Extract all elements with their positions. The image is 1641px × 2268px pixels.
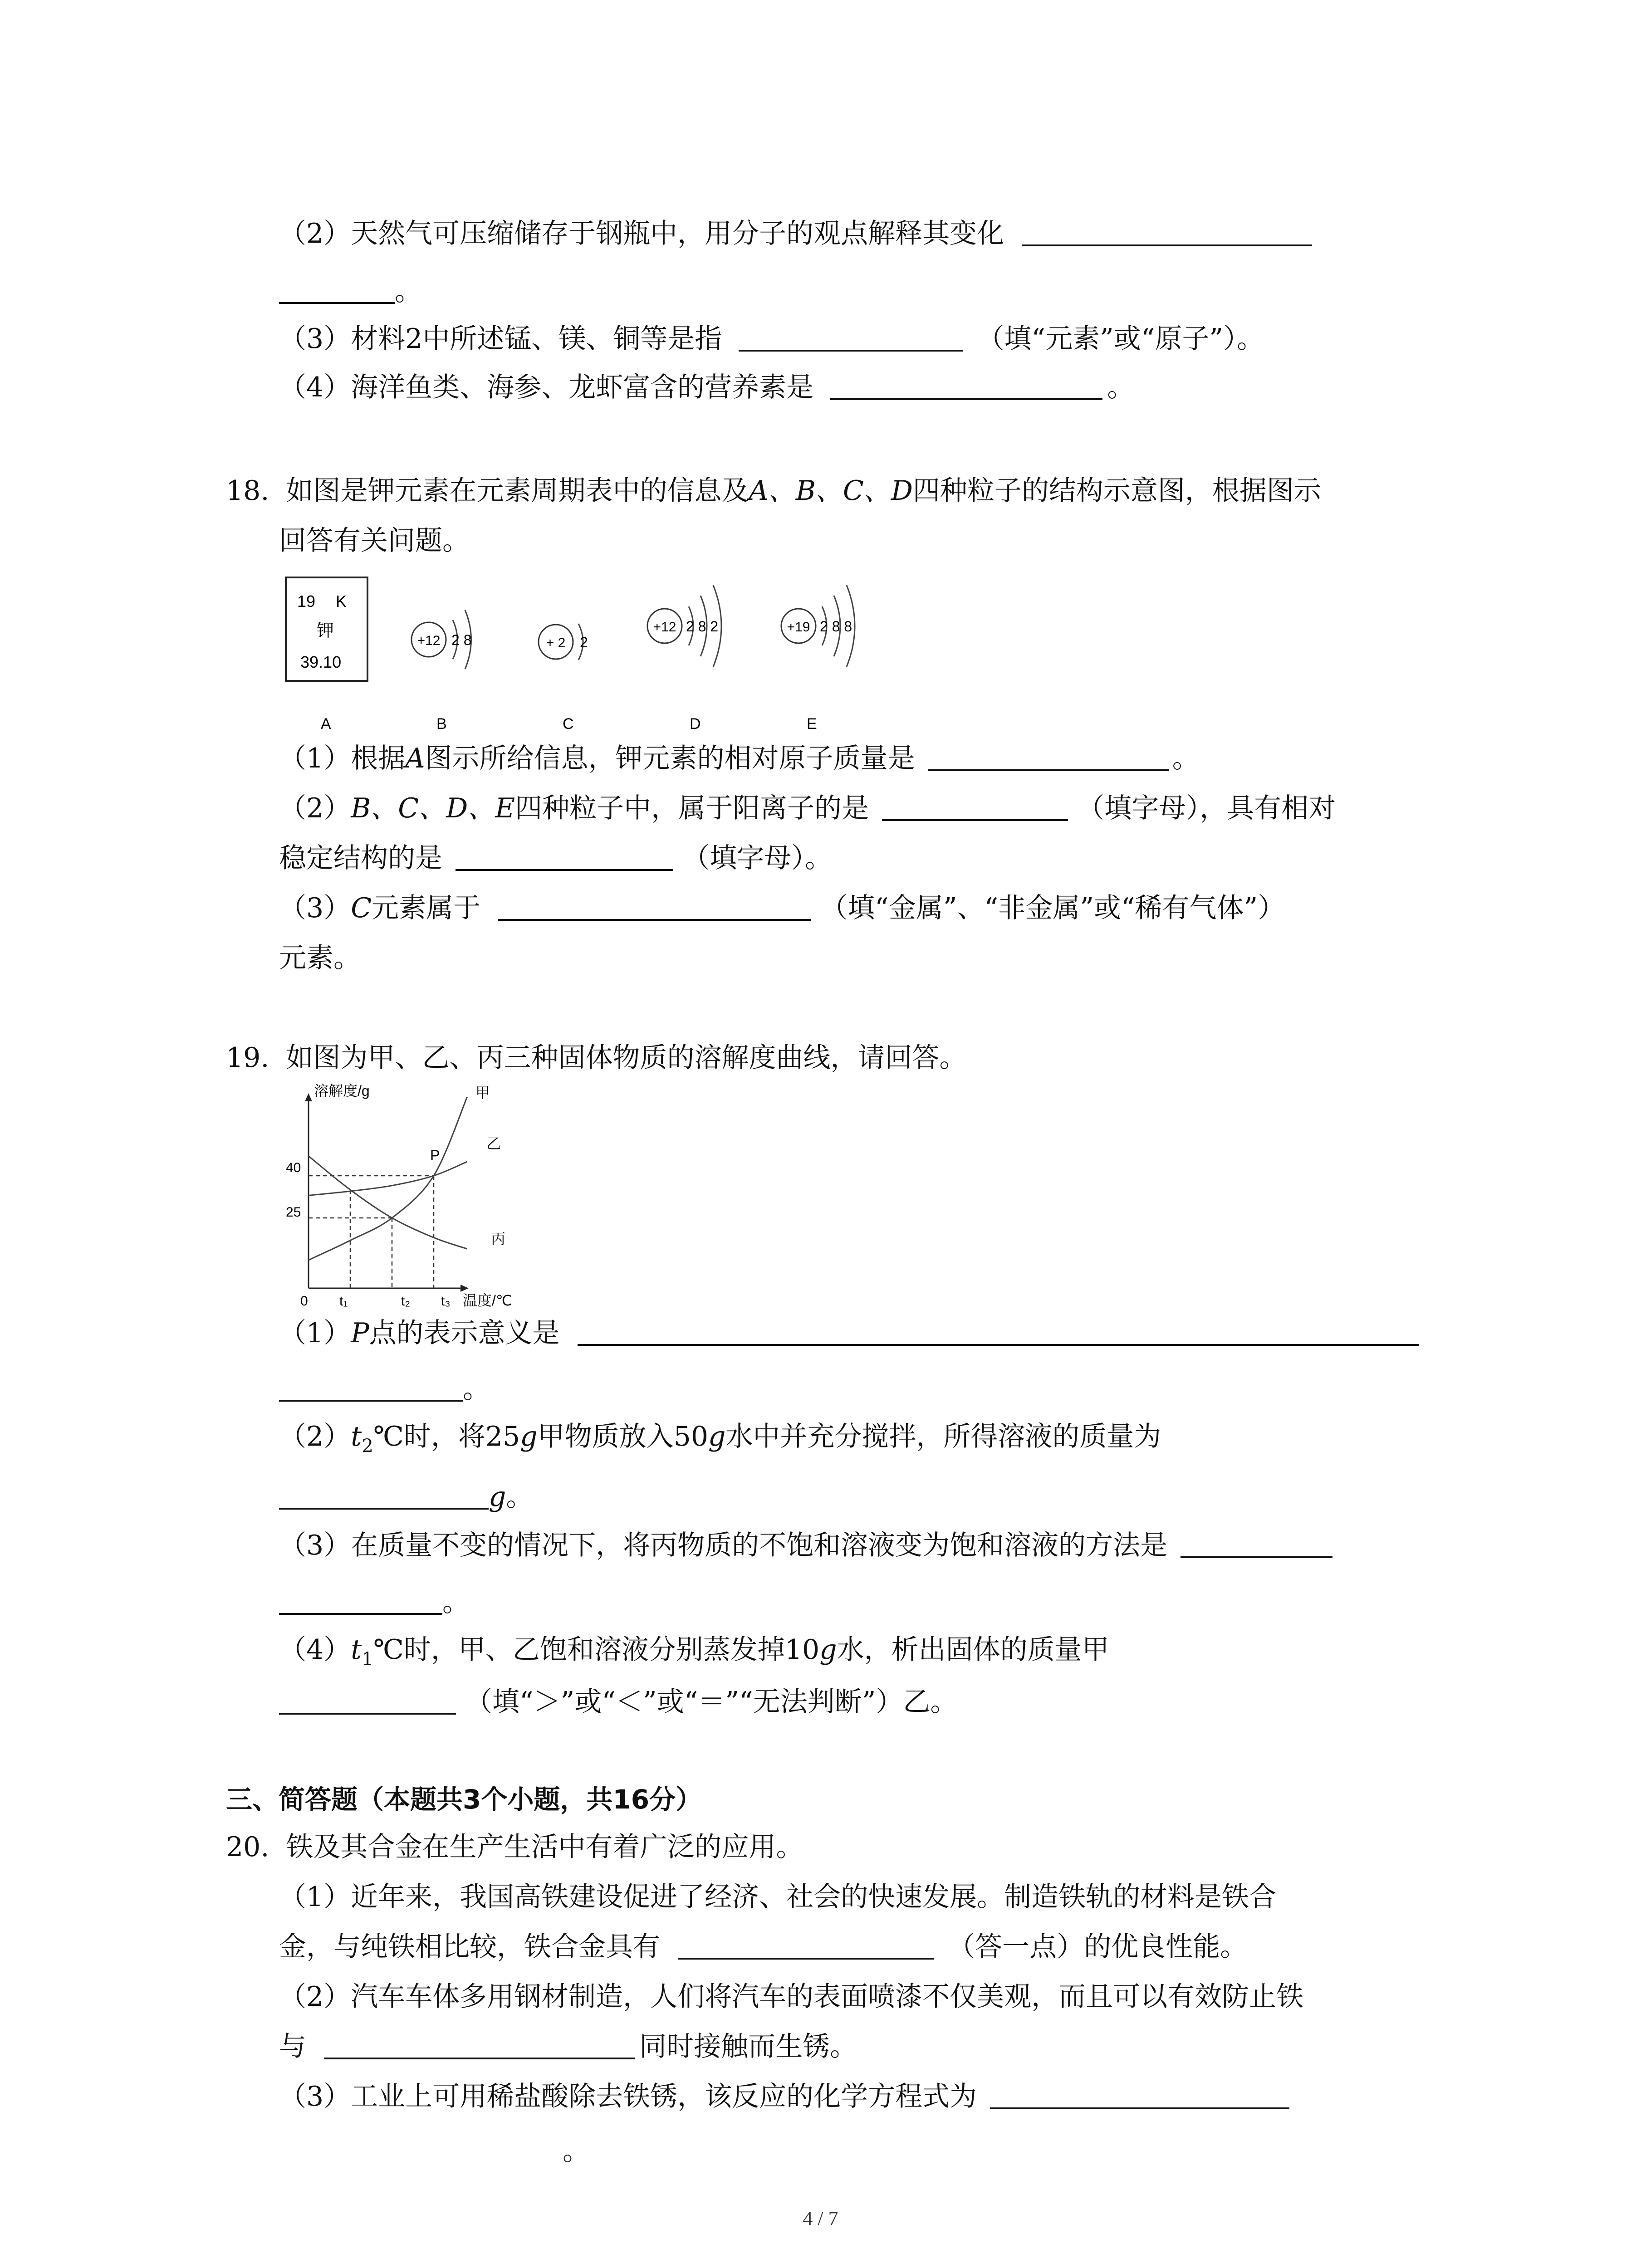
q20-stem: 20. 铁及其合金在生产生活中有着广泛的应用。: [226, 1831, 803, 1863]
answer-blank[interactable]: [739, 322, 963, 352]
x-tick-0: 0: [300, 1294, 308, 1309]
answer-blank[interactable]: [456, 841, 673, 871]
x-axis-arrow: [460, 1285, 469, 1292]
label-C: C: [563, 715, 574, 733]
svg-text:+19: +19: [787, 620, 810, 635]
series-label-jia: 甲: [475, 1084, 490, 1101]
answer-blank[interactable]: [1022, 216, 1312, 246]
q17-part2-line1: （2）天然气可压缩储存于钢瓶中，用分子的观点解释其变化: [279, 215, 1312, 253]
answer-blank[interactable]: [279, 274, 395, 304]
q19-part4-line2: （填“＞”或“＜”或“＝”“无法判断”）乙。: [279, 1683, 957, 1721]
q20-part2-line1: （2）汽车车体多用钢材制造，人们将汽车的表面喷漆不仅美观，而且可以有效防止铁: [279, 1981, 1304, 2013]
q20-part3-line1: （3）工业上可用稀盐酸除去铁锈，该反应的化学方程式为: [279, 2077, 1289, 2116]
q18-stem-line2: 回答有关问题。: [279, 525, 470, 557]
particle-D: [647, 585, 721, 667]
q18-part2-line1: （2）B、C、D、E四种粒子中，属于阳离子的是 （填字母），具有相对: [279, 789, 1336, 827]
series-label-yi: 乙: [486, 1135, 501, 1152]
svg-text:+12: +12: [653, 620, 676, 635]
q17-part2-line2: 。: [279, 272, 422, 310]
answer-blank[interactable]: [498, 891, 811, 921]
q19-part2-line2: g。: [279, 1478, 533, 1516]
curve-bing: [309, 1156, 467, 1249]
answer-blank[interactable]: [324, 2029, 635, 2059]
q18-part3-line2: 元素。: [279, 942, 361, 974]
cell-element-name: 钾: [317, 621, 334, 640]
svg-text:2: 2: [580, 634, 588, 650]
q20-part2-line2: 与 同时接触而生锈。: [279, 2028, 857, 2066]
answer-blank[interactable]: [830, 370, 1102, 400]
label-E: E: [807, 715, 817, 733]
answer-blank[interactable]: [1181, 1528, 1332, 1558]
answer-blank[interactable]: [279, 1685, 456, 1715]
answer-blank[interactable]: [279, 1372, 463, 1402]
y-axis-label: 溶解度/g: [314, 1083, 370, 1099]
answer-blank[interactable]: [990, 2079, 1289, 2109]
q19-part4-line1: $(4)t_1℃$时，甲、乙饱和溶液分别蒸发掉10g水，析出固体的质量甲: [279, 1634, 1109, 1670]
curve-yi: [309, 1162, 467, 1195]
q19-part3-line2: 。: [279, 1583, 470, 1621]
label-A: A: [321, 715, 331, 733]
q20-part1-line2: 金，与纯铁相比较，铁合金具有 （答一点）的优良性能。: [279, 1928, 1247, 1966]
q20-part1-line1: （1）近年来，我国高铁建设促进了经济、社会的快速发展。制造铁轨的材料是铁合: [279, 1881, 1277, 1913]
answer-blank[interactable]: [578, 1316, 1419, 1346]
svg-text:+ 2: + 2: [546, 635, 566, 650]
cell-atomic-mass: 39.10: [300, 653, 342, 671]
particle-C: [539, 624, 588, 660]
answer-blank[interactable]: [279, 1585, 442, 1615]
answer-blank[interactable]: [279, 1480, 489, 1510]
q18-part1: （1）根据A图示所给信息，钾元素的相对原子质量是 。: [279, 739, 1200, 777]
q18-part3-line1: （3）C元素属于 （填“金属”、“非金属”或“稀有气体”）: [279, 889, 1285, 927]
x-axis-label: 温度/℃: [463, 1292, 512, 1309]
y-axis-arrow: [305, 1093, 312, 1101]
q19-part3-line1: （3）在质量不变的情况下，将丙物质的不饱和溶液变为饱和溶液的方法是: [279, 1526, 1332, 1564]
q20-part3-line2: 。: [563, 2135, 590, 2167]
q19-part1-line2: 。: [279, 1370, 490, 1408]
q19-stem: 19. 如图为甲、乙、丙三种固体物质的溶解度曲线，请回答。: [226, 1042, 967, 1074]
particle-E: [781, 585, 855, 667]
svg-text:2 8: 2 8: [451, 632, 472, 648]
section-heading: 三、简答题（本题共3个小题，共16分）: [226, 1784, 702, 1815]
x-tick-t3: t₃: [441, 1294, 451, 1309]
particle-B: [411, 610, 471, 669]
q18-stem-line1: 18. 如图是钾元素在元素周期表中的信息及A、B、C、D四种粒子的结构示意图，根据图示: [226, 475, 1321, 507]
curve-jia: [309, 1097, 467, 1260]
solubility-chart: [272, 1080, 544, 1315]
cell-symbol: K: [336, 592, 347, 611]
q18-figure: [272, 565, 907, 742]
y-tick-25: 25: [286, 1205, 301, 1220]
svg-text:2 8 8: 2 8 8: [820, 618, 852, 635]
q18-part2-line2: 稳定结构的是 （填字母）。: [279, 839, 832, 877]
q17-part3: （3）材料2中所述锰、镁、铜等是指 （填“元素”或“原子”）。: [279, 320, 1264, 358]
q17-part4: （4）海洋鱼类、海参、龙虾富含的营养素是 。: [279, 368, 1134, 406]
answer-blank[interactable]: [882, 791, 1068, 821]
cell-atomic-number: 19: [297, 592, 316, 611]
point-P-label: P: [430, 1147, 440, 1163]
svg-text:+12: +12: [417, 633, 441, 648]
label-B: B: [436, 715, 447, 733]
answer-blank[interactable]: [928, 741, 1169, 771]
svg-text:2 8 2: 2 8 2: [686, 618, 719, 635]
page-number: 4 / 7: [803, 2207, 838, 2229]
answer-blank[interactable]: [678, 1930, 934, 1960]
x-tick-t2: t₂: [401, 1294, 410, 1309]
q19-part2-line1: $(2)t_2℃$时，将25g甲物质放入50g水中并充分搅拌，所得溶液的质量为: [279, 1421, 1161, 1457]
q19-part1-line1: （1）P点的表示意义是: [279, 1314, 1419, 1352]
y-tick-40: 40: [286, 1160, 301, 1175]
series-label-bing: 丙: [491, 1230, 506, 1247]
x-tick-t1: t₁: [339, 1294, 348, 1309]
label-D: D: [690, 715, 701, 733]
